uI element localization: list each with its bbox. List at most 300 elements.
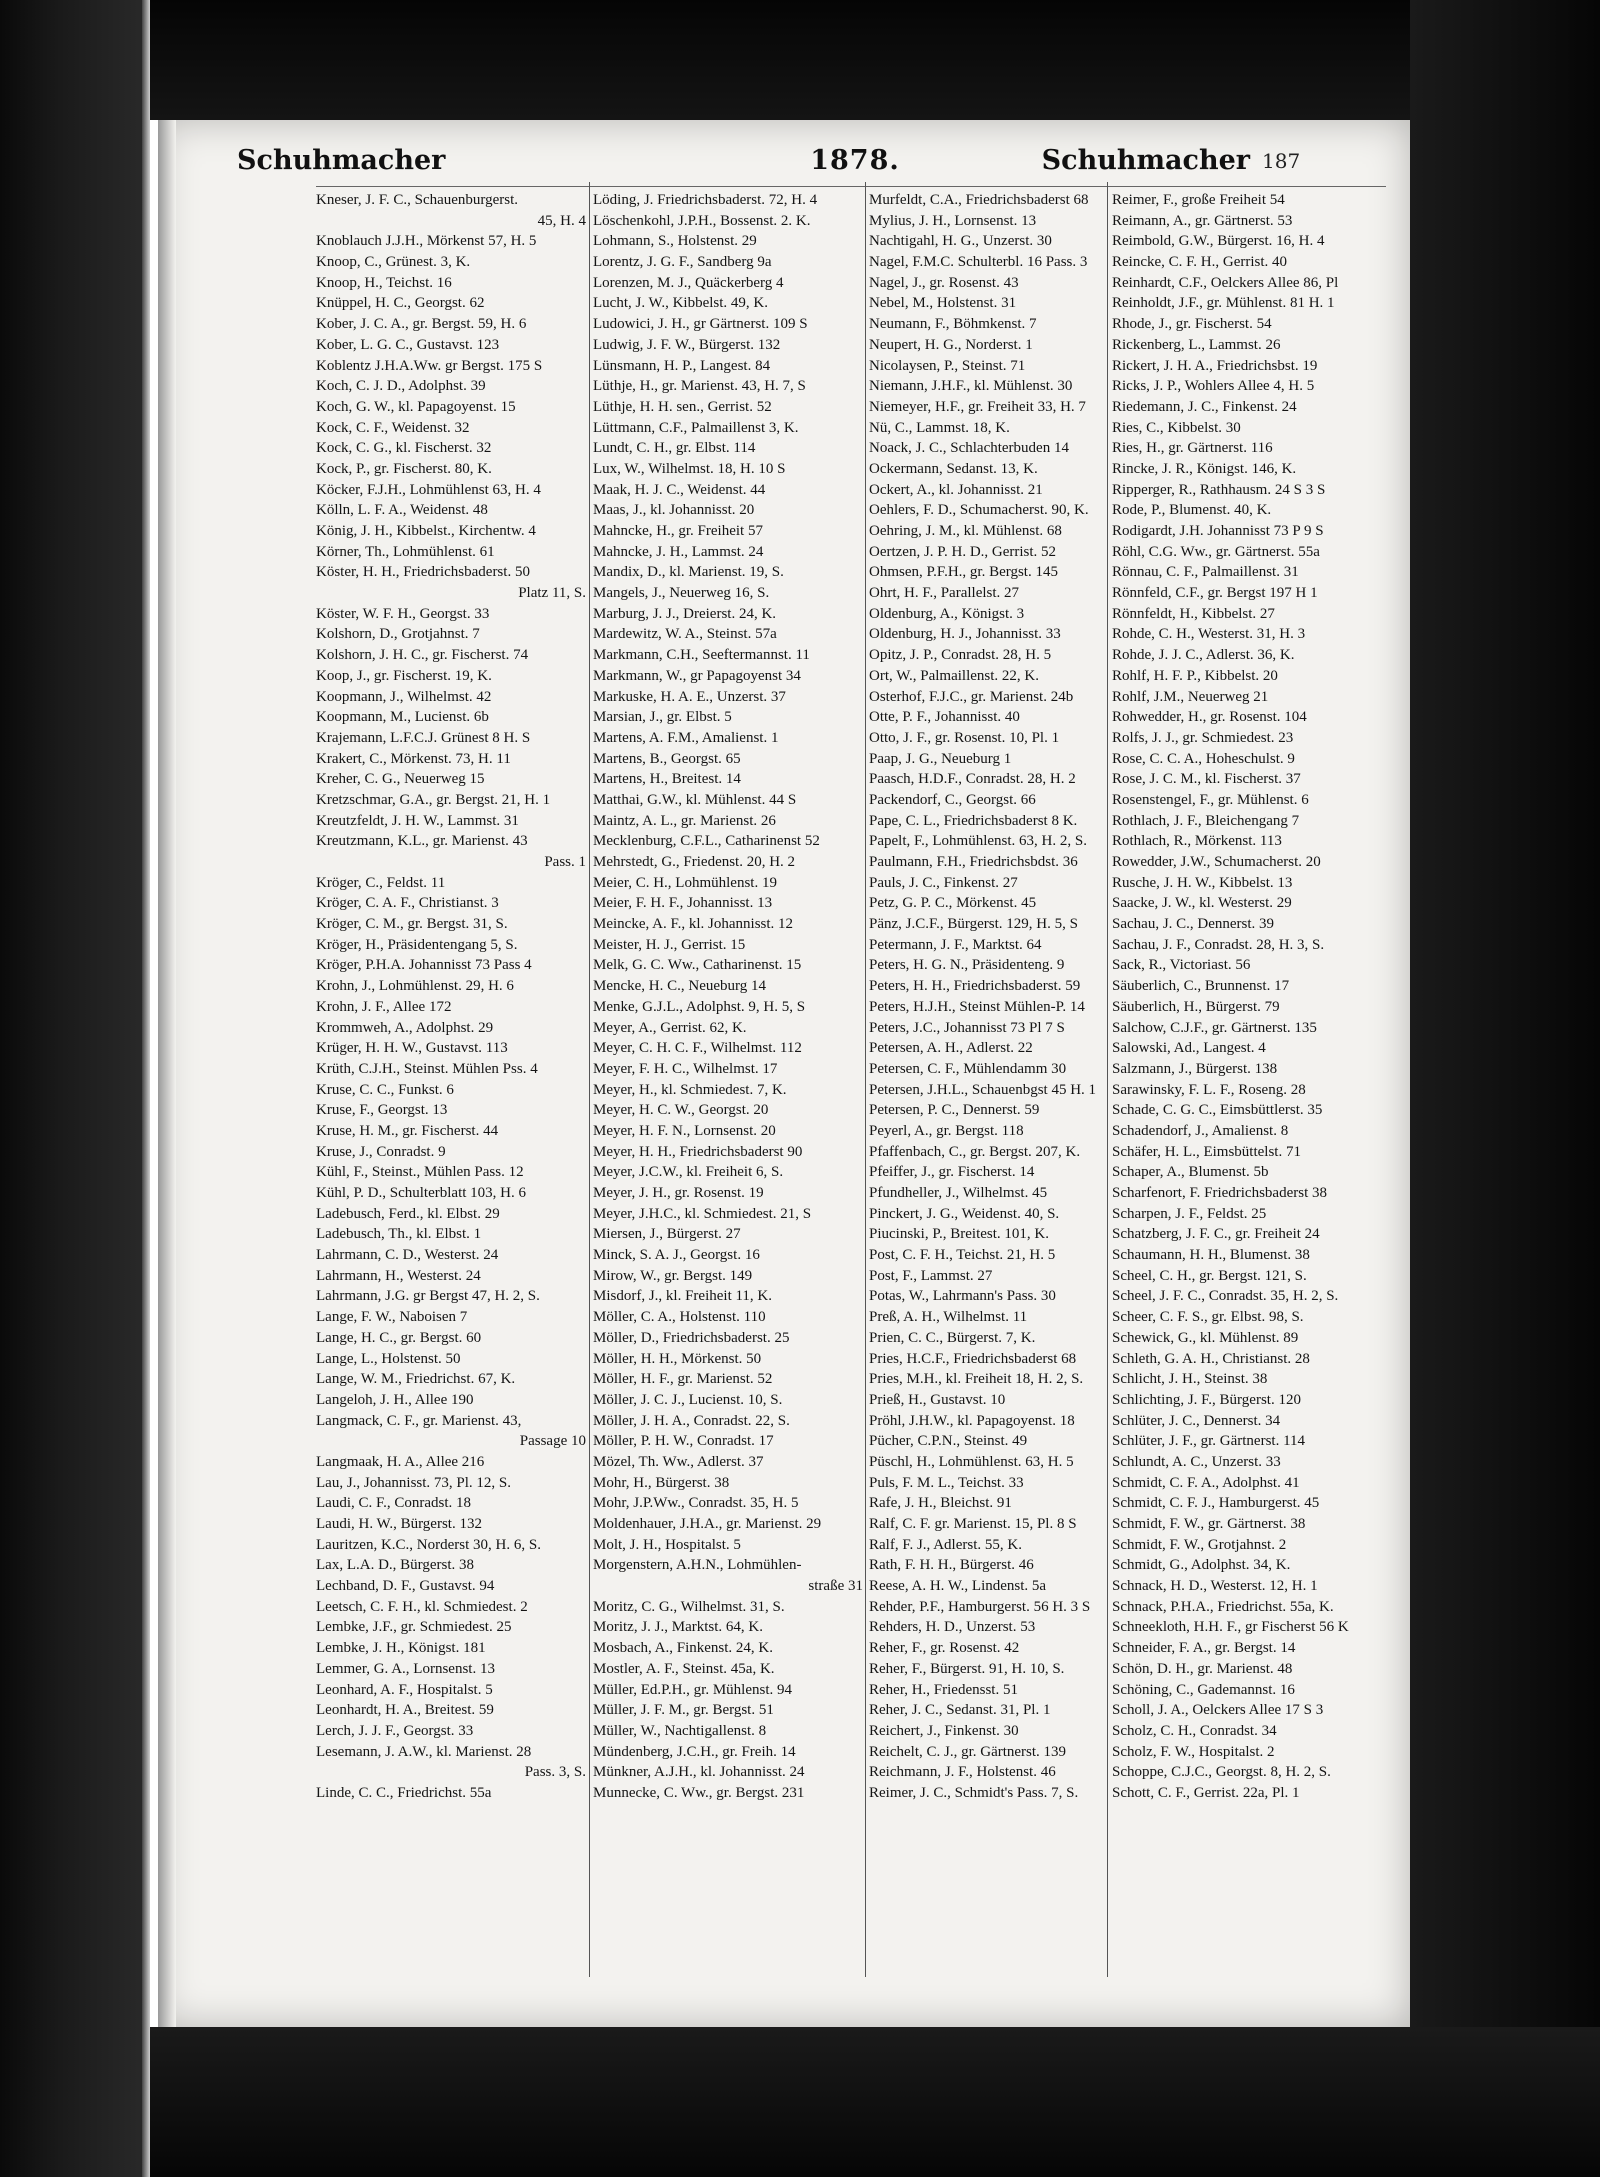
directory-entry: Pauls, J. C., Finkenst. 27: [869, 874, 1018, 891]
page-spine-edge: [158, 120, 176, 2027]
directory-entry: Möller, D., Friedrichsbaderst. 25: [593, 1329, 790, 1346]
directory-entry: Kreutzmann, K.L., gr. Marienst. 43: [316, 833, 528, 850]
directory-entry: Lange, H. C., gr. Bergst. 60: [316, 1329, 482, 1346]
directory-entry: Osterhof, F.J.C., gr. Marienst. 24b: [869, 688, 1074, 705]
directory-entry: Schäfer, H. L., Eimsbüttelst. 71: [1112, 1143, 1301, 1160]
directory-entry: Meyer, H. H., Friedrichsbaderst 90: [593, 1143, 803, 1160]
directory-entry: Körner, Th., Lohmühlenst. 61: [316, 543, 495, 560]
directory-entry: Kröger, C. M., gr. Bergst. 31, S.: [316, 916, 508, 933]
directory-entry: Otto, J. F., gr. Rosenst. 10, Pl. 1: [869, 729, 1060, 746]
directory-entry: Mylius, J. H., Lornsenst. 13: [869, 212, 1037, 229]
directory-entry: Petersen, P. C., Dennerst. 59: [869, 1102, 1040, 1119]
directory-entry: Müller, J. F. M., gr. Bergst. 51: [593, 1702, 774, 1719]
directory-entry: Leetsch, C. F. H., kl. Schmiedest. 2: [316, 1598, 528, 1615]
directory-entry: Reher, F., gr. Rosenst. 42: [869, 1640, 1020, 1657]
directory-entry: Pinckert, J. G., Weidenst. 40, S.: [869, 1205, 1060, 1222]
directory-entry: Kühl, P. D., Schulterblatt 103, H. 6: [316, 1185, 526, 1201]
directory-entry: Paap, J. G., Neueburg 1: [869, 750, 1012, 767]
running-head-right: Schuhmacher: [1041, 145, 1250, 176]
directory-entry: Oldenburg, A., Königst. 3: [869, 605, 1025, 622]
directory-entry: Lux, W., Wilhelmst. 18, H. 10 S: [593, 460, 786, 477]
directory-entry: Rolfs, J. J., gr. Schmiedest. 23: [1112, 729, 1294, 746]
directory-entry: Oertzen, J. P. H. D., Gerrist. 52: [869, 543, 1057, 560]
directory-entry: Schnack, P.H.A., Friedrichst. 55a, K.: [1112, 1598, 1334, 1615]
directory-entry: Lahrmann, H., Westerst. 24: [316, 1267, 481, 1284]
directory-entry: Schmidt, C. F. J., Hamburgerst. 45: [1112, 1495, 1320, 1512]
directory-entry: Lahrmann, C. D., Westerst. 24: [316, 1247, 499, 1264]
directory-entry: Niemeyer, H.F., gr. Freiheit 33, H. 7: [869, 398, 1086, 415]
directory-entry: Murfeldt, C.A., Friedrichsbaderst 68: [869, 192, 1089, 208]
directory-entry: Pape, C. L., Friedrichsbaderst 8 K.: [869, 812, 1078, 829]
directory-entry: Meyer, C. H. C. F., Wilhelmst. 112: [593, 1040, 802, 1057]
directory-entry: Krommweh, A., Adolphst. 29: [316, 1019, 494, 1036]
directory-entry: Pücher, C.P.N., Steinst. 49: [869, 1433, 1028, 1450]
directory-entry: Reimbold, G.W., Bürgerst. 16, H. 4: [1112, 233, 1325, 250]
directory-entry: Rönnfeld, C.F., gr. Bergst 197 H 1: [1112, 585, 1318, 602]
directory-entry: Möller, J. C. J., Lucienst. 10, S.: [593, 1391, 783, 1408]
directory-entry: Kruse, H. M., gr. Fischerst. 44: [316, 1122, 499, 1139]
directory-entry: Koopmann, J., Wilhelmst. 42: [316, 688, 492, 705]
directory-entry: Ockert, A., kl. Johannisst. 21: [869, 481, 1043, 498]
directory-entry: Lange, F. W., Naboisen 7: [316, 1309, 468, 1326]
directory-entry: Mecklenburg, C.F.L., Catharinenst 52: [593, 833, 820, 850]
directory-entry: Sachau, J. C., Dennerst. 39: [1112, 916, 1275, 933]
directory-entry: Markmann, W., gr Papagoyenst 34: [593, 667, 801, 684]
directory-entry: Maak, H. J. C., Weidenst. 44: [593, 481, 766, 498]
directory-entry: Krohn, J. F., Allee 172: [316, 998, 452, 1015]
directory-entry: Ries, C., Kibbelst. 30: [1112, 419, 1241, 436]
directory-entry: Köster, W. F. H., Georgst. 33: [316, 605, 490, 622]
directory-entry: Pfeiffer, J., gr. Fischerst. 14: [869, 1164, 1035, 1181]
directory-entry: Linde, C. C., Friedrichst. 55a: [316, 1784, 492, 1801]
directory-entry: Lemmer, G. A., Lornsenst. 13: [316, 1660, 495, 1677]
directory-entry: Meyer, H. C. W., Georgst. 20: [593, 1102, 769, 1119]
directory-entry: Pröhl, J.H.W., kl. Papagoyenst. 18: [869, 1412, 1075, 1429]
directory-entry: Kühl, F., Steinst., Mühlen Pass. 12: [316, 1164, 524, 1181]
directory-entry: Miersen, J., Bürgerst. 27: [593, 1226, 741, 1243]
directory-entry: Schott, C. F., Gerrist. 22a, Pl. 1: [1112, 1784, 1300, 1801]
directory-entry: Morgenstern, A.H.N., Lohmühlen-: [593, 1557, 802, 1574]
directory-entry: Passage 10: [519, 1433, 586, 1450]
directory-entry: Sack, R., Victoriast. 56: [1112, 957, 1251, 974]
directory-entry: Kruse, J., Conradst. 9: [316, 1143, 446, 1160]
directory-entry: Lüttmann, C.F., Palmaillenst 3, K.: [593, 419, 799, 436]
directory-entry: Reinhardt, C.F., Oelckers Allee 86, Pl: [1112, 274, 1339, 291]
directory-entry: Reher, F., Bürgerst. 91, H. 10, S.: [869, 1660, 1065, 1677]
directory-entry: Rath, F. H. H., Bürgerst. 46: [869, 1557, 1034, 1574]
directory-entry: Martens, A. F.M., Amalienst. 1: [593, 729, 779, 746]
directory-entry: Rohde, J. J. C., Adlerst. 36, K.: [1112, 647, 1295, 664]
directory-entry: Maintz, A. L., gr. Marienst. 26: [593, 812, 776, 829]
directory-entry: Rothlach, J. F., Bleichengang 7: [1112, 812, 1300, 829]
directory-entry: Ockermann, Sedanst. 13, K.: [869, 460, 1038, 477]
directory-entry: Leonhard, A. F., Hospitalst. 5: [316, 1681, 493, 1698]
directory-entry: Rusche, J. H. W., Kibbelst. 13: [1112, 874, 1293, 891]
directory-entry: Mencke, H. C., Neueburg 14: [593, 978, 767, 995]
directory-entry: Schmidt, G., Adolphst. 34, K.: [1112, 1557, 1291, 1574]
directory-entry: Reese, A. H. W., Lindenst. 5a: [869, 1578, 1047, 1595]
directory-entry: Leonhardt, H. A., Breitest. 59: [316, 1702, 494, 1719]
directory-entry: Kolshorn, D., Grotjahnst. 7: [316, 626, 480, 643]
directory-entry: Scharpen, J. F., Feldst. 25: [1112, 1205, 1267, 1222]
directory-entry: Oldenburg, H. J., Johannisst. 33: [869, 626, 1061, 643]
directory-entry: Lange, L., Holstenst. 50: [316, 1350, 461, 1367]
directory-entry: Rickert, J. H. A., Friedrichsbst. 19: [1112, 357, 1318, 374]
directory-entry: Reichmann, J. F., Holstenst. 46: [869, 1764, 1056, 1781]
directory-entry: Lembke, J.F., gr. Schmiedest. 25: [316, 1619, 512, 1636]
directory-entry: Rohlf, J.M., Neuerweg 21: [1112, 688, 1269, 705]
directory-entry: Opitz, J. P., Conradst. 28, H. 5: [869, 647, 1052, 664]
directory-entry: Petermann, J. F., Marktst. 64: [869, 936, 1042, 953]
directory-entry: Martens, H., Breitest. 14: [593, 771, 741, 788]
directory-entry: Schmidt, C. F. A., Adolphst. 41: [1112, 1474, 1300, 1491]
directory-entry: Koblentz J.H.A.Ww. gr Bergst. 175 S: [316, 357, 543, 374]
directory-entry: Nagel, F.M.C. Schulterbl. 16 Pass. 3: [869, 254, 1088, 271]
directory-entry: Reher, J. C., Sedanst. 31, Pl. 1: [869, 1702, 1051, 1719]
directory-entry: Mostler, A. F., Steinst. 45a, K.: [593, 1660, 775, 1677]
directory-entry: Koopmann, M., Lucienst. 6b: [316, 709, 489, 726]
directory-entry: Laudi, H. W., Bürgerst. 132: [316, 1516, 482, 1532]
directory-entry: Lau, J., Johannisst. 73, Pl. 12, S.: [316, 1474, 512, 1491]
directory-entry: Mirow, W., gr. Bergst. 149: [593, 1267, 753, 1284]
directory-entry: Kober, L. G. C., Gustavst. 123: [316, 336, 500, 353]
directory-entry: Petersen, A. H., Adlerst. 22: [869, 1040, 1033, 1057]
directory-entry: Scheel, J. F. C., Conradst. 35, H. 2, S.: [1112, 1288, 1339, 1305]
directory-entry: Rönnau, C. F., Palmaillenst. 31: [1112, 564, 1299, 581]
directory-entry: Meier, F. H. F., Johannisst. 13: [593, 895, 773, 912]
directory-entry: Püschl, H., Lohmühlenst. 63, H. 5: [869, 1453, 1074, 1470]
directory-entry: Müller, W., Nachtigallenst. 8: [593, 1722, 767, 1739]
directory-entry: Salchow, C.J.F., gr. Gärtnerst. 135: [1112, 1019, 1317, 1036]
directory-entry: Munnecke, C. Ww., gr. Bergst. 231: [593, 1784, 805, 1801]
directory-entry: Schewick, G., kl. Mühlenst. 89: [1112, 1329, 1299, 1346]
directory-entry: Pass. 1: [544, 854, 586, 870]
directory-entry: Meyer, H., kl. Schmiedest. 7, K.: [593, 1081, 787, 1098]
directory-entry: Reimer, F., große Freiheit 54: [1112, 192, 1285, 208]
scanner-frame-left: [0, 0, 150, 2177]
directory-entry: Scholz, C. H., Conradst. 34: [1112, 1722, 1277, 1739]
column-divider-1: [589, 182, 590, 1977]
directory-entry: Moritz, C. G., Wilhelmst. 31, S.: [593, 1598, 785, 1615]
directory-entry: Salowski, Ad., Langest. 4: [1112, 1040, 1266, 1057]
scanner-frame-bottom: [150, 2027, 1600, 2177]
directory-entry: Ralf, C. F. gr. Marienst. 15, Pl. 8 S: [869, 1516, 1077, 1532]
directory-entry: Säuberlich, C., Brunnenst. 17: [1112, 978, 1290, 995]
directory-entry: Scharfenort, F. Friedrichsbaderst 38: [1112, 1185, 1327, 1201]
directory-entry: Nebel, M., Holstenst. 31: [869, 295, 1017, 312]
directory-entry: Ripperger, R., Rathhausm. 24 S 3 S: [1112, 481, 1326, 498]
directory-entry: Reincke, C. F. H., Gerrist. 40: [1112, 254, 1288, 271]
directory-entry: Mohr, H., Bürgerst. 38: [593, 1474, 730, 1491]
directory-entry: Schmidt, F. W., gr. Gärtnerst. 38: [1112, 1516, 1306, 1532]
directory-entry: Lundt, C. H., gr. Elbst. 114: [593, 440, 756, 457]
directory-entry: Reimer, J. C., Schmidt's Pass. 7, S.: [869, 1784, 1079, 1801]
directory-entry: Koch, G. W., kl. Papagoyenst. 15: [316, 398, 516, 415]
directory-entry: Salzmann, J., Bürgerst. 138: [1112, 1060, 1278, 1077]
directory-entry: Schadendorf, J., Amalienst. 8: [1112, 1122, 1289, 1139]
directory-entry: Paasch, H.D.F., Conradst. 28, H. 2: [869, 771, 1076, 788]
directory-entry: Knoop, C., Grünest. 3, K.: [316, 254, 471, 271]
directory-entry: Koch, C. J. D., Adolphst. 39: [316, 378, 486, 395]
directory-entry: Pfundheller, J., Wilhelmst. 45: [869, 1185, 1048, 1201]
directory-entry: Kröger, C., Feldst. 11: [316, 874, 446, 891]
directory-entry: Schoppe, C.J.C., Georgst. 8, H. 2, S.: [1112, 1764, 1331, 1781]
directory-entry: Lüthje, H. H. sen., Gerrist. 52: [593, 398, 772, 415]
directory-entry: Röhl, C.G. Ww., gr. Gärtnerst. 55a: [1112, 543, 1320, 560]
directory-entry: Mahncke, H., gr. Freiheit 57: [593, 523, 763, 539]
directory-entry: Prien, C. C., Bürgerst. 7, K.: [869, 1329, 1036, 1346]
directory-entry: Rodigardt, J.H. Johannisst 73 P 9 S: [1112, 523, 1324, 539]
directory-entry: Ohmsen, P.F.H., gr. Bergst. 145: [869, 564, 1058, 581]
directory-entry: Kröger, H., Präsidentengang 5, S.: [316, 936, 518, 953]
directory-entry: Köster, H. H., Friedrichsbaderst. 50: [316, 564, 530, 581]
directory-entry: Ort, W., Palmaillenst. 22, K.: [869, 667, 1039, 684]
directory-entry: Otte, P. F., Johannisst. 40: [869, 709, 1020, 726]
directory-entry: Rohlf, H. F. P., Kibbelst. 20: [1112, 667, 1278, 684]
directory-entry: Prieß, H., Gustavst. 10: [869, 1391, 1006, 1408]
directory-entry: Meyer, J.H.C., kl. Schmiedest. 21, S: [593, 1205, 812, 1222]
directory-entry: Martens, B., Georgst. 65: [593, 750, 741, 767]
directory-entry: Meyer, H. F. N., Lornsenst. 20: [593, 1122, 776, 1139]
directory-entry: Ralf, F. J., Adlerst. 55, K.: [869, 1536, 1022, 1553]
directory-entry: Krajemann, L.F.C.J. Grünest 8 H. S: [316, 729, 531, 746]
directory-entry: Peters, J.C., Johannisst 73 Pl 7 S: [869, 1019, 1065, 1036]
directory-entry: Schlüter, J. C., Dennerst. 34: [1112, 1412, 1281, 1429]
directory-entry: Langmaak, H. A., Allee 216: [316, 1453, 485, 1470]
directory-entry: Saacke, J. W., kl. Westerst. 29: [1112, 895, 1292, 912]
directory-entry: Scheel, C. H., gr. Bergst. 121, S.: [1112, 1267, 1307, 1284]
directory-entry: Pass. 3, S.: [524, 1764, 586, 1781]
directory-entry: Post, C. F. H., Teichst. 21, H. 5: [869, 1247, 1056, 1264]
directory-entry: Reher, H., Friedensst. 51: [869, 1681, 1018, 1698]
directory-entry: Rothlach, R., Mörkenst. 113: [1112, 833, 1282, 850]
directory-entry: Lünsmann, H. P., Langest. 84: [593, 357, 771, 374]
directory-entry: Möller, P. H. W., Conradst. 17: [593, 1433, 774, 1450]
directory-entry: Kretzschmar, G.A., gr. Bergst. 21, H. 1: [316, 791, 551, 808]
directory-entry: Maas, J., kl. Johannisst. 20: [593, 502, 755, 519]
directory-entry: Krüger, H. H. W., Gustavst. 113: [316, 1040, 508, 1057]
directory-entry: Möller, H. F., gr. Marienst. 52: [593, 1371, 773, 1388]
directory-entry: Melk, G. C. Ww., Catharinenst. 15: [593, 957, 802, 974]
directory-entry: Reichelt, C. J., gr. Gärtnerst. 139: [869, 1743, 1067, 1760]
directory-entry: Piucinski, P., Breitest. 101, K.: [869, 1226, 1050, 1243]
directory-entry: Ludwig, J. F. W., Bürgerst. 132: [593, 336, 781, 353]
directory-entry: Meyer, F. H. C., Wilhelmst. 17: [593, 1060, 778, 1077]
directory-entry: Lesemann, J. A.W., kl. Marienst. 28: [316, 1743, 532, 1760]
directory-entry: Platz 11, S.: [518, 585, 586, 602]
directory-entry: Paulmann, F.H., Friedrichsbdst. 36: [869, 854, 1078, 870]
directory-entry: Post, F., Lammst. 27: [869, 1267, 993, 1284]
directory-entry: Lax, L.A. D., Bürgerst. 38: [316, 1557, 475, 1574]
directory-entry: Kölln, L. F. A., Weidenst. 48: [316, 502, 488, 519]
directory-entry: Misdorf, J., kl. Freiheit 11, K.: [593, 1288, 773, 1305]
directory-entry: Möller, J. H. A., Conradst. 22, S.: [593, 1412, 790, 1429]
directory-entry: Schlüter, J. F., gr. Gärtnerst. 114: [1112, 1433, 1306, 1450]
directory-entry: Moldenhauer, J.H.A., gr. Marienst. 29: [593, 1516, 822, 1532]
directory-entry: Pfaffenbach, C., gr. Bergst. 207, K.: [869, 1143, 1081, 1160]
directory-entry: Marburg, J. J., Dreierst. 24, K.: [593, 605, 777, 622]
directory-entry: Riedemann, J. C., Finkenst. 24: [1112, 398, 1297, 415]
directory-entry: Reichert, J., Finkenst. 30: [869, 1722, 1019, 1739]
directory-entry: Rehders, H. D., Unzerst. 53: [869, 1619, 1036, 1636]
directory-entry: Preß, A. H., Wilhelmst. 11: [869, 1309, 1028, 1326]
directory-entry: Kock, C. F., Weidenst. 32: [316, 419, 470, 436]
directory-entry: Matthai, G.W., kl. Mühlenst. 44 S: [593, 791, 797, 808]
directory-entry: Meyer, A., Gerrist. 62, K.: [593, 1019, 747, 1036]
column-divider-2: [865, 182, 866, 1977]
directory-entry: Möller, H. H., Mörkenst. 50: [593, 1350, 762, 1367]
directory-entry: Scheer, C. F. S., gr. Elbst. 98, S.: [1112, 1309, 1304, 1326]
directory-entry: Rhode, J., gr. Fischerst. 54: [1112, 316, 1272, 333]
directory-entry: Säuberlich, H., Bürgerst. 79: [1112, 998, 1280, 1015]
directory-entry: Lechband, D. F., Gustavst. 94: [316, 1578, 495, 1595]
scanner-frame-right: [1410, 0, 1600, 2177]
running-head-year: 1878.: [810, 145, 900, 176]
directory-entry: Ladebusch, Ferd., kl. Elbst. 29: [316, 1205, 500, 1222]
directory-entry: Meincke, A. F., kl. Johannisst. 12: [593, 916, 794, 933]
directory-column-3: [869, 190, 1141, 1950]
directory-entry: Ricks, J. P., Wohlers Allee 4, H. 5: [1112, 378, 1315, 395]
directory-entry: Rohwedder, H., gr. Rosenst. 104: [1112, 709, 1307, 726]
directory-entry: Rehder, P.F., Hamburgerst. 56 H. 3 S: [869, 1598, 1091, 1615]
directory-entry: Mardewitz, W. A., Steinst. 57a: [593, 626, 777, 643]
directory-entry: Münkner, A.J.H., kl. Johannisst. 24: [593, 1764, 805, 1781]
directory-entry: Markmann, C.H., Seeftermannst. 11: [593, 647, 810, 664]
directory-entry: Krakert, C., Mörkenst. 73, H. 11: [316, 750, 511, 767]
directory-entry: Nachtigahl, H. G., Unzerst. 30: [869, 233, 1052, 250]
directory-entry: Lohmann, S., Holstenst. 29: [593, 233, 757, 250]
directory-entry: Pries, M.H., kl. Freiheit 18, H. 2, S.: [869, 1371, 1084, 1388]
directory-entry: Schneider, F. A., gr. Bergst. 14: [1112, 1640, 1296, 1657]
directory-entry: Kruse, C. C., Funkst. 6: [316, 1081, 454, 1098]
directory-entry: Meyer, J. H., gr. Rosenst. 19: [593, 1185, 764, 1201]
directory-entry: Ludowici, J. H., gr Gärtnerst. 109 S: [593, 316, 808, 333]
directory-entry: Mahncke, J. H., Lammst. 24: [593, 543, 764, 560]
page-number: 187: [1262, 149, 1301, 173]
directory-entry: Rohde, C. H., Westerst. 31, H. 3: [1112, 626, 1306, 643]
directory-entry: Peters, H. H., Friedrichsbaderst. 59: [869, 978, 1081, 995]
directory-entry: Puls, F. M. L., Teichst. 33: [869, 1474, 1024, 1491]
directory-entry: Mözel, Th. Ww., Adlerst. 37: [593, 1453, 764, 1470]
directory-entry: Pries, H.C.F., Friedrichsbaderst 68: [869, 1350, 1077, 1367]
directory-entry: Sarawinsky, F. L. F., Roseng. 28: [1112, 1081, 1306, 1098]
directory-entry: Meyer, J.C.W., kl. Freiheit 6, S.: [593, 1164, 784, 1181]
directory-entry: Schöning, C., Gademannst. 16: [1112, 1681, 1295, 1698]
directory-entry: Schleth, G. A. H., Christianst. 28: [1112, 1350, 1310, 1367]
directory-entry: Rincke, J. R., Königst. 146, K.: [1112, 460, 1297, 477]
directory-entry: Lange, W. M., Friedrichst. 67, K.: [316, 1371, 516, 1388]
directory-entry: Peters, H. G. N., Präsidenteng. 9: [869, 957, 1065, 974]
directory-entry: Neumann, F., Böhmkenst. 7: [869, 316, 1037, 333]
directory-column-1: [316, 190, 588, 1950]
directory-entry: Langeloh, J. H., Allee 190: [316, 1391, 474, 1408]
directory-entry: Petersen, J.H.L., Schauenbgst 45 H. 1: [869, 1081, 1097, 1098]
directory-entry: Kröger, P.H.A. Johannisst 73 Pass 4: [316, 957, 532, 974]
directory-entry: Meister, H. J., Gerrist. 15: [593, 936, 746, 953]
directory-entry: Schnack, H. D., Westerst. 12, H. 1: [1112, 1578, 1318, 1595]
directory-entry: Menke, G.J.L., Adolphst. 9, H. 5, S: [593, 998, 806, 1015]
directory-entry: Knüppel, H. C., Georgst. 62: [316, 295, 485, 312]
directory-entry: Marsian, J., gr. Elbst. 5: [593, 709, 732, 726]
directory-entry: Rose, C. C. A., Hoheschulst. 9: [1112, 750, 1295, 767]
directory-entry: Schlicht, J. H., Steinst. 38: [1112, 1371, 1268, 1388]
directory-entry: Lüthje, H., gr. Marienst. 43, H. 7, S: [593, 378, 806, 395]
directory-entry: Löschenkohl, J.P.H., Bossenst. 2. K.: [593, 212, 811, 229]
directory-entry: Lahrmann, J.G. gr Bergst 47, H. 2, S.: [316, 1288, 540, 1305]
directory-entry: Petersen, C. F., Mühlendamm 30: [869, 1060, 1067, 1077]
directory-entry: Rowedder, J.W., Schumacherst. 20: [1112, 854, 1321, 870]
directory-entry: Knoblauch J.J.H., Mörkenst 57, H. 5: [316, 233, 537, 250]
directory-entry: Oehring, J. M., kl. Mühlenst. 68: [869, 523, 1062, 539]
directory-entry: Ries, H., gr. Gärtnerst. 116: [1112, 440, 1273, 457]
directory-entry: Pänz, J.C.F., Bürgerst. 129, H. 5, S: [869, 916, 1078, 933]
directory-entry: Mündenberg, J.C.H., gr. Freih. 14: [593, 1743, 796, 1760]
directory-entry: Krüth, C.J.H., Steinst. Mühlen Pss. 4: [316, 1060, 538, 1077]
directory-entry: Sachau, J. F., Conradst. 28, H. 3, S.: [1112, 936, 1325, 953]
directory-entry: Rickenberg, L., Lammst. 26: [1112, 336, 1281, 353]
directory-entry: Schatzberg, J. F. C., gr. Freiheit 24: [1112, 1226, 1320, 1243]
directory-entry: Kock, C. G., kl. Fischerst. 32: [316, 440, 492, 457]
directory-entry: Laudi, C. F., Conradst. 18: [316, 1495, 472, 1512]
directory-entry: Nü, C., Lammst. 18, K.: [869, 419, 1010, 436]
directory-entry: Kreher, C. G., Neuerweg 15: [316, 771, 485, 788]
directory-entry: Kröger, C. A. F., Christianst. 3: [316, 895, 499, 912]
directory-entry: Mangels, J., Neuerweg 16, S.: [593, 585, 770, 602]
directory-entry: Petz, G. P. C., Mörkenst. 45: [869, 895, 1037, 912]
directory-entry: Kruse, F., Georgst. 13: [316, 1102, 448, 1119]
directory-entry: Peters, H.J.H., Steinst Mühlen-P. 14: [869, 998, 1085, 1015]
directory-entry: Molt, J. H., Hospitalst. 5: [593, 1536, 741, 1553]
directory-entry: Reimann, A., gr. Gärtnerst. 53: [1112, 212, 1293, 229]
directory-entry: Kock, P., gr. Fischerst. 80, K.: [316, 460, 492, 477]
directory-column-2: [593, 190, 865, 1950]
directory-entry: Schlundt, A. C., Unzerst. 33: [1112, 1453, 1281, 1470]
directory-entry: Rönnfeldt, H., Kibbelst. 27: [1112, 605, 1275, 622]
directory-entry: Schön, D. H., gr. Marienst. 48: [1112, 1660, 1293, 1677]
directory-entry: Rode, P., Blumenst. 40, K.: [1112, 502, 1272, 519]
directory-entry: Nicolaysen, P., Steinst. 71: [869, 357, 1026, 374]
directory-entry: König, J. H., Kibbelst., Kirchentw. 4: [316, 523, 536, 539]
directory-entry: Mandix, D., kl. Marienst. 19, S.: [593, 564, 784, 581]
directory-entry: Scholl, J. A., Oelckers Allee 17 S 3: [1112, 1702, 1324, 1719]
directory-entry: Oehlers, F. D., Schumacherst. 90, K.: [869, 502, 1089, 519]
directory-entry: Müller, Ed.P.H., gr. Mühlenst. 94: [593, 1681, 792, 1698]
directory-entry: Scholz, F. W., Hospitalst. 2: [1112, 1743, 1275, 1760]
directory-entry: Lorenzen, M. J., Quäckerberg 4: [593, 274, 784, 291]
header-rule: [316, 186, 1386, 187]
directory-column-4: [1112, 190, 1384, 1950]
directory-entry: Mehrstedt, G., Friedenst. 20, H. 2: [593, 854, 796, 870]
directory-entry: Rose, J. C. M., kl. Fischerst. 37: [1112, 771, 1301, 788]
directory-entry: Peyerl, A., gr. Bergst. 118: [869, 1122, 1024, 1139]
directory-entry: Noack, J. C., Schlachterbuden 14: [869, 440, 1069, 457]
directory-entry: Minck, S. A. J., Georgst. 16: [593, 1247, 760, 1264]
directory-entry: Reinholdt, J.F., gr. Mühlenst. 81 H. 1: [1112, 295, 1335, 312]
directory-entry: Schaumann, H. H., Blumenst. 38: [1112, 1247, 1310, 1264]
directory-entry: Niemann, J.H.F., kl. Mühlenst. 30: [869, 378, 1073, 395]
directory-entry: Mohr, J.P.Ww., Conradst. 35, H. 5: [593, 1495, 799, 1512]
directory-entry: Knoop, H., Teichst. 16: [316, 274, 452, 291]
directory-entry: Möller, C. A., Holstenst. 110: [593, 1309, 766, 1326]
directory-entry: Schneekloth, H.H. F., gr Fischerst 56 K: [1112, 1619, 1349, 1636]
running-head-left: Schuhmacher: [237, 145, 446, 176]
directory-entry: Lucht, J. W., Kibbelst. 49, K.: [593, 295, 768, 312]
directory-entry: Löding, J. Friedrichsbaderst. 72, H. 4: [593, 192, 818, 208]
directory-entry: Moritz, J. J., Marktst. 64, K.: [593, 1619, 763, 1636]
directory-entry: Schade, C. G. C., Eimsbüttlerst. 35: [1112, 1102, 1323, 1119]
directory-entry: Krohn, J., Lohmühlenst. 29, H. 6: [316, 978, 514, 995]
directory-entry: Neupert, H. G., Norderst. 1: [869, 336, 1033, 353]
